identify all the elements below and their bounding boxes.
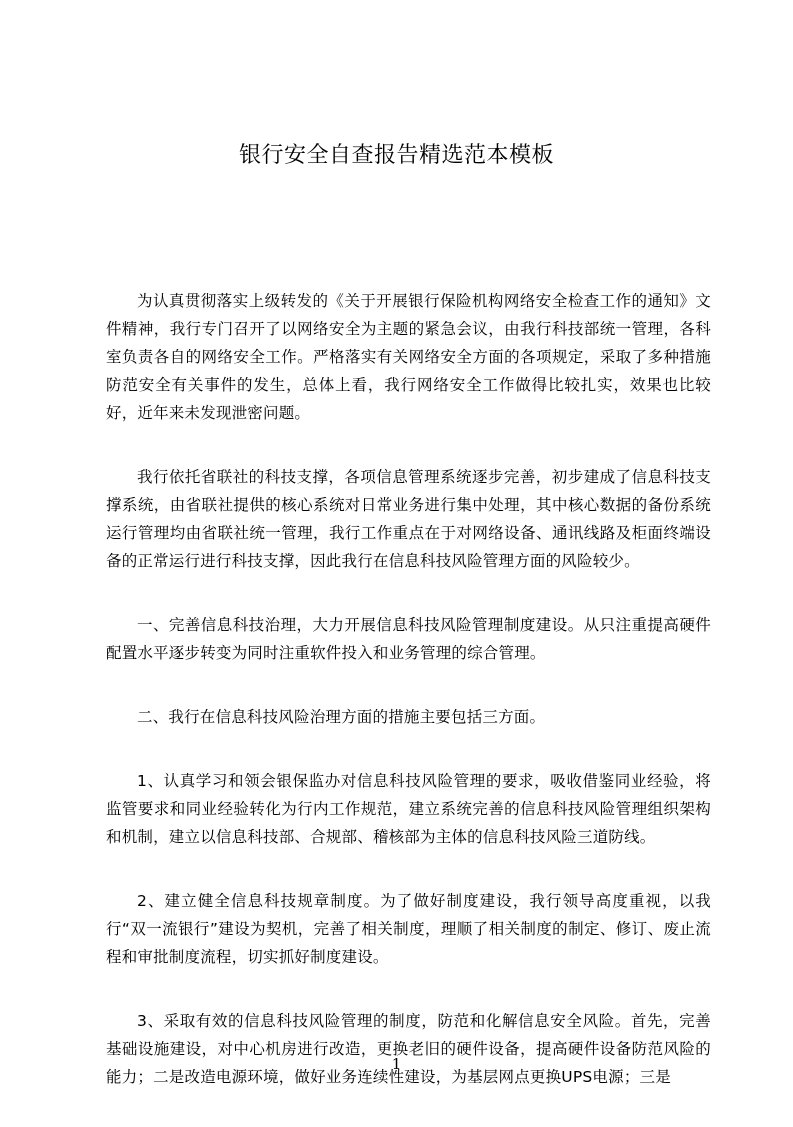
paragraph-tech-support: 我行依托省联社的科技支撑，各项信息管理系统逐步完善，初步建成了信息科技支撑系统，由省联社提供的核心系统对日常业务进行集中处理，其中核心数据的备份系统运行管理均由省联社统一管理，我行工作重点在于对网络设备、通讯线路及柜面终端设备的正常运行进行科技支撑，因此我行在信息科技风险管理方面的风险较少。	[106, 468, 711, 570]
page-number: 1	[391, 1055, 402, 1073]
paragraph-item-3: 3、采取有效的信息科技风险管理的制度，防范和化解信息安全风险。首先，完善基础设施建设，对中心机房进行改造，更换老旧的硬件设备，提高硬件设备防范风险的能力；二是改造电源环境，做好业务连续性建设，为基层网点更换UPS电源；三是	[106, 1012, 711, 1086]
document-title: 银行安全自查报告精选范本模板	[238, 143, 554, 168]
document-body	[106, 287, 711, 1127]
paragraph-intro: 为认真贯彻落实上级转发的《关于开展银行保险机构网络安全检查工作的通知》文件精神，我行专门召开了以网络安全为主题的紧急会议，由我行科技部统一管理，各科室负责各自的网络安全工作。严格落实有关网络安全方面的各项规定，采取了多种措施防范安全有关事件的发生，总体上看，我行网络安全工作做得比较扎实，效果也比较好，近年来未发现泄密问题。	[106, 292, 711, 422]
paragraph-item-2: 2、建立健全信息科技规章制度。为了做好制度建设，我行领导高度重视，以我行“双一流银行”建设为契机，完善了相关制度，理顺了相关制度的制定、修订、废止流程和审批制度流程，切实抓好制度建设。	[106, 892, 711, 966]
paragraph-item-1: 1、认真学习和领会银保监办对信息科技风险管理的要求，吸收借鉴同业经验，将监管要求和同业经验转化为行内工作规范，建立系统完善的信息科技风险管理组织架构和机制，建立以信息科技部、合规部、稽核部为主体的信息科技风险三道防线。	[106, 772, 711, 846]
paragraph-section-one: 一、完善信息科技治理，大力开展信息科技风险管理制度建设。从只注重提高硬件配置水平逐步转变为同时注重软件投入和业务管理的综合管理。	[106, 616, 711, 662]
paragraph-section-two: 二、我行在信息科技风险治理方面的措施主要包括三方面。	[137, 708, 546, 726]
